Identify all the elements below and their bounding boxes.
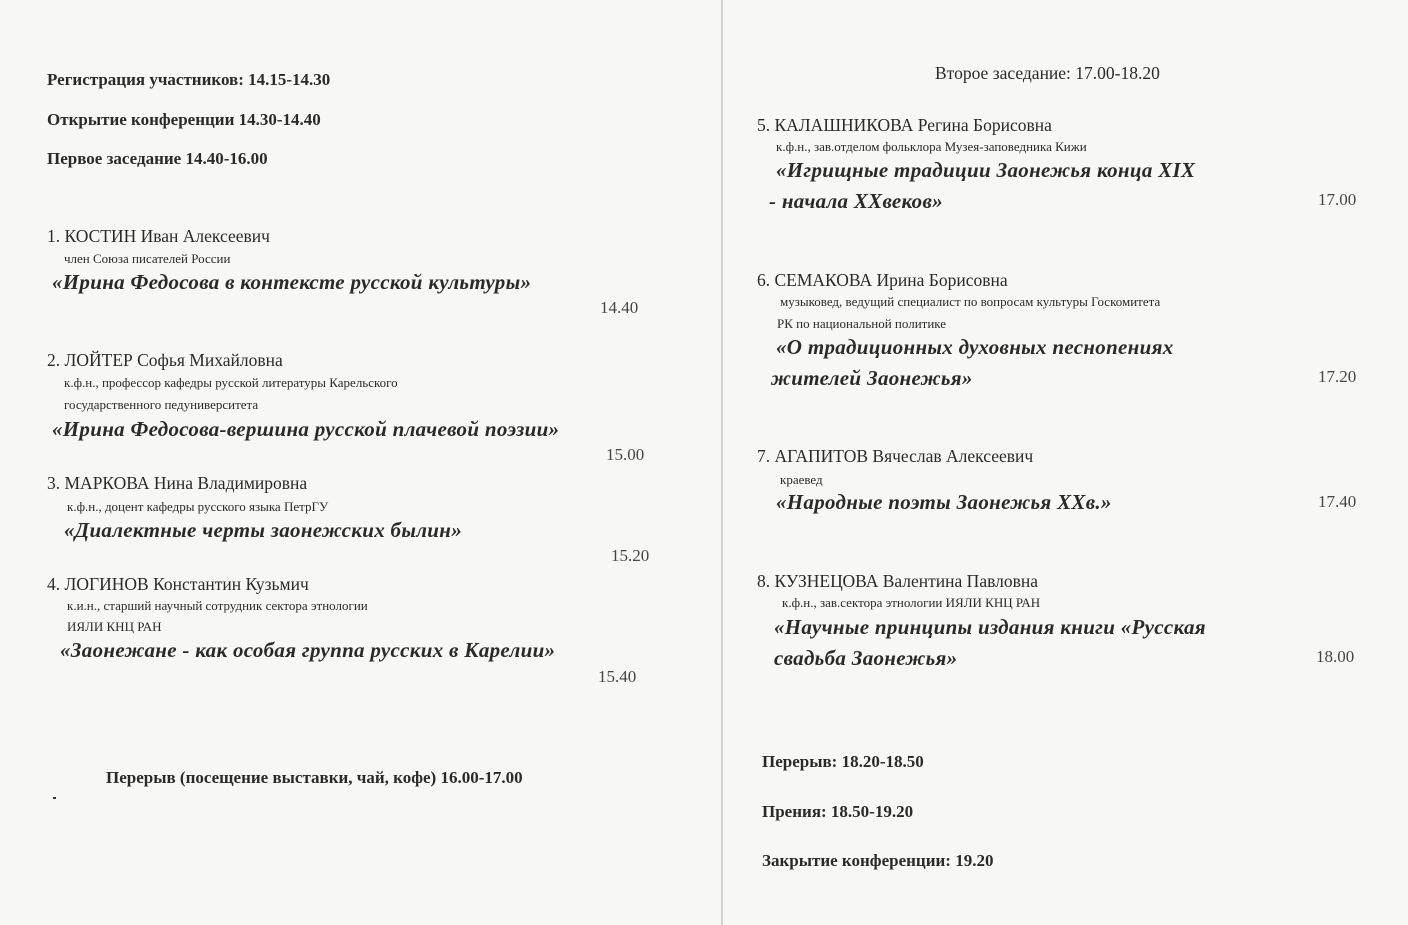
talk-time: 18.00: [1316, 647, 1355, 666]
talk-time: 14.40: [600, 298, 639, 317]
speaker-role: к.ф.н., профессор кафедры русской литературы Карельского: [64, 375, 398, 390]
talk-title: «Заонежане - как особая группа русских в Карелии»: [60, 638, 556, 662]
talk-time: 15.40: [598, 667, 637, 686]
session1-heading: Первое заседание 14.40-16.00: [47, 149, 268, 168]
speaker-name: 5. КАЛАШНИКОВА Регина Борисовна: [757, 115, 1052, 135]
speaker-role: краевед: [780, 472, 823, 487]
speaker-name: 4. ЛОГИНОВ Константин Кузьмич: [47, 574, 309, 594]
talk-title: «Ирина Федосова в контексте русской культуры»: [52, 270, 532, 294]
talk-time: 17.00: [1318, 190, 1357, 209]
talk-title: «Диалектные черты заонежских былин»: [64, 518, 463, 542]
talk-title-cont: жителей Заонежья»: [771, 366, 973, 390]
speaker-role-cont: РК по национальной политике: [777, 316, 947, 331]
speaker-role: к.ф.н., зав.сектора этнологии ИЯЛИ КНЦ РАН: [782, 595, 1041, 610]
speaker-name: 7. АГАПИТОВ Вячеслав Алексеевич: [757, 446, 1034, 466]
break-line: Перерыв: 18.20-18.50: [762, 752, 924, 771]
talk-time: 17.40: [1318, 492, 1357, 511]
opening-line: Открытие конференции 14.30-14.40: [47, 110, 321, 129]
talk-title: «Народные поэты Заонежья XXв.»: [776, 490, 1112, 514]
registration-line: Регистрация участников: 14.15-14.30: [47, 70, 331, 89]
talk-title: «О традиционных духовных песнопениях: [776, 335, 1174, 359]
speaker-role-cont: ИЯЛИ КНЦ РАН: [67, 619, 162, 634]
speaker-role: член Союза писателей России: [64, 251, 231, 266]
speaker-role: к.ф.н., зав.отделом фольклора Музея-заповедника Кижи: [776, 139, 1087, 154]
speaker-name: 6. СЕМАКОВА Ирина Борисовна: [757, 270, 1008, 290]
debate-line: Прения: 18.50-19.20: [762, 802, 914, 821]
session2-heading: Второе заседание: 17.00-18.20: [935, 63, 1160, 83]
break-line: Перерыв (посещение выставки, чай, кофе) 16.00-17.00: [106, 768, 523, 787]
talk-title-cont: - начала XXвеков»: [769, 189, 943, 213]
speaker-name: 1. КОСТИН Иван Алексеевич: [47, 226, 270, 246]
page-fold: [721, 0, 723, 925]
speaker-role: к.и.н., старший научный сотрудник сектора этнологии: [67, 598, 368, 613]
talk-time: 17.20: [1318, 367, 1357, 386]
talk-time: 15.00: [606, 445, 645, 464]
closing-line: Закрытие конференции: 19.20: [762, 851, 994, 870]
speaker-name: 8. КУЗНЕЦОВА Валентина Павловна: [757, 571, 1038, 591]
talk-title: «Научные принципы издания книги «Русская: [774, 615, 1206, 639]
speaker-name: 2. ЛОЙТЕР Софья Михайловна: [47, 350, 283, 370]
speaker-role: музыковед, ведущий специалист по вопросам культуры Госкомитета: [780, 294, 1161, 309]
speaker-role: к.ф.н., доцент кафедры русского языка ПетрГУ: [67, 499, 329, 514]
talk-title: «Игрищные традиции Заонежья конца XIX: [776, 158, 1196, 182]
right-page: [724, 0, 1408, 925]
speaker-name: 3. МАРКОВА Нина Владимировна: [47, 473, 308, 493]
stray-mark: [53, 797, 56, 799]
speaker-role-cont: государственного педуниверситета: [64, 397, 259, 412]
talk-title-cont: свадьба Заонежья»: [774, 646, 958, 670]
talk-time: 15.20: [611, 546, 650, 565]
talk-title: «Ирина Федосова-вершина русской плачевой поэзии»: [52, 417, 560, 441]
